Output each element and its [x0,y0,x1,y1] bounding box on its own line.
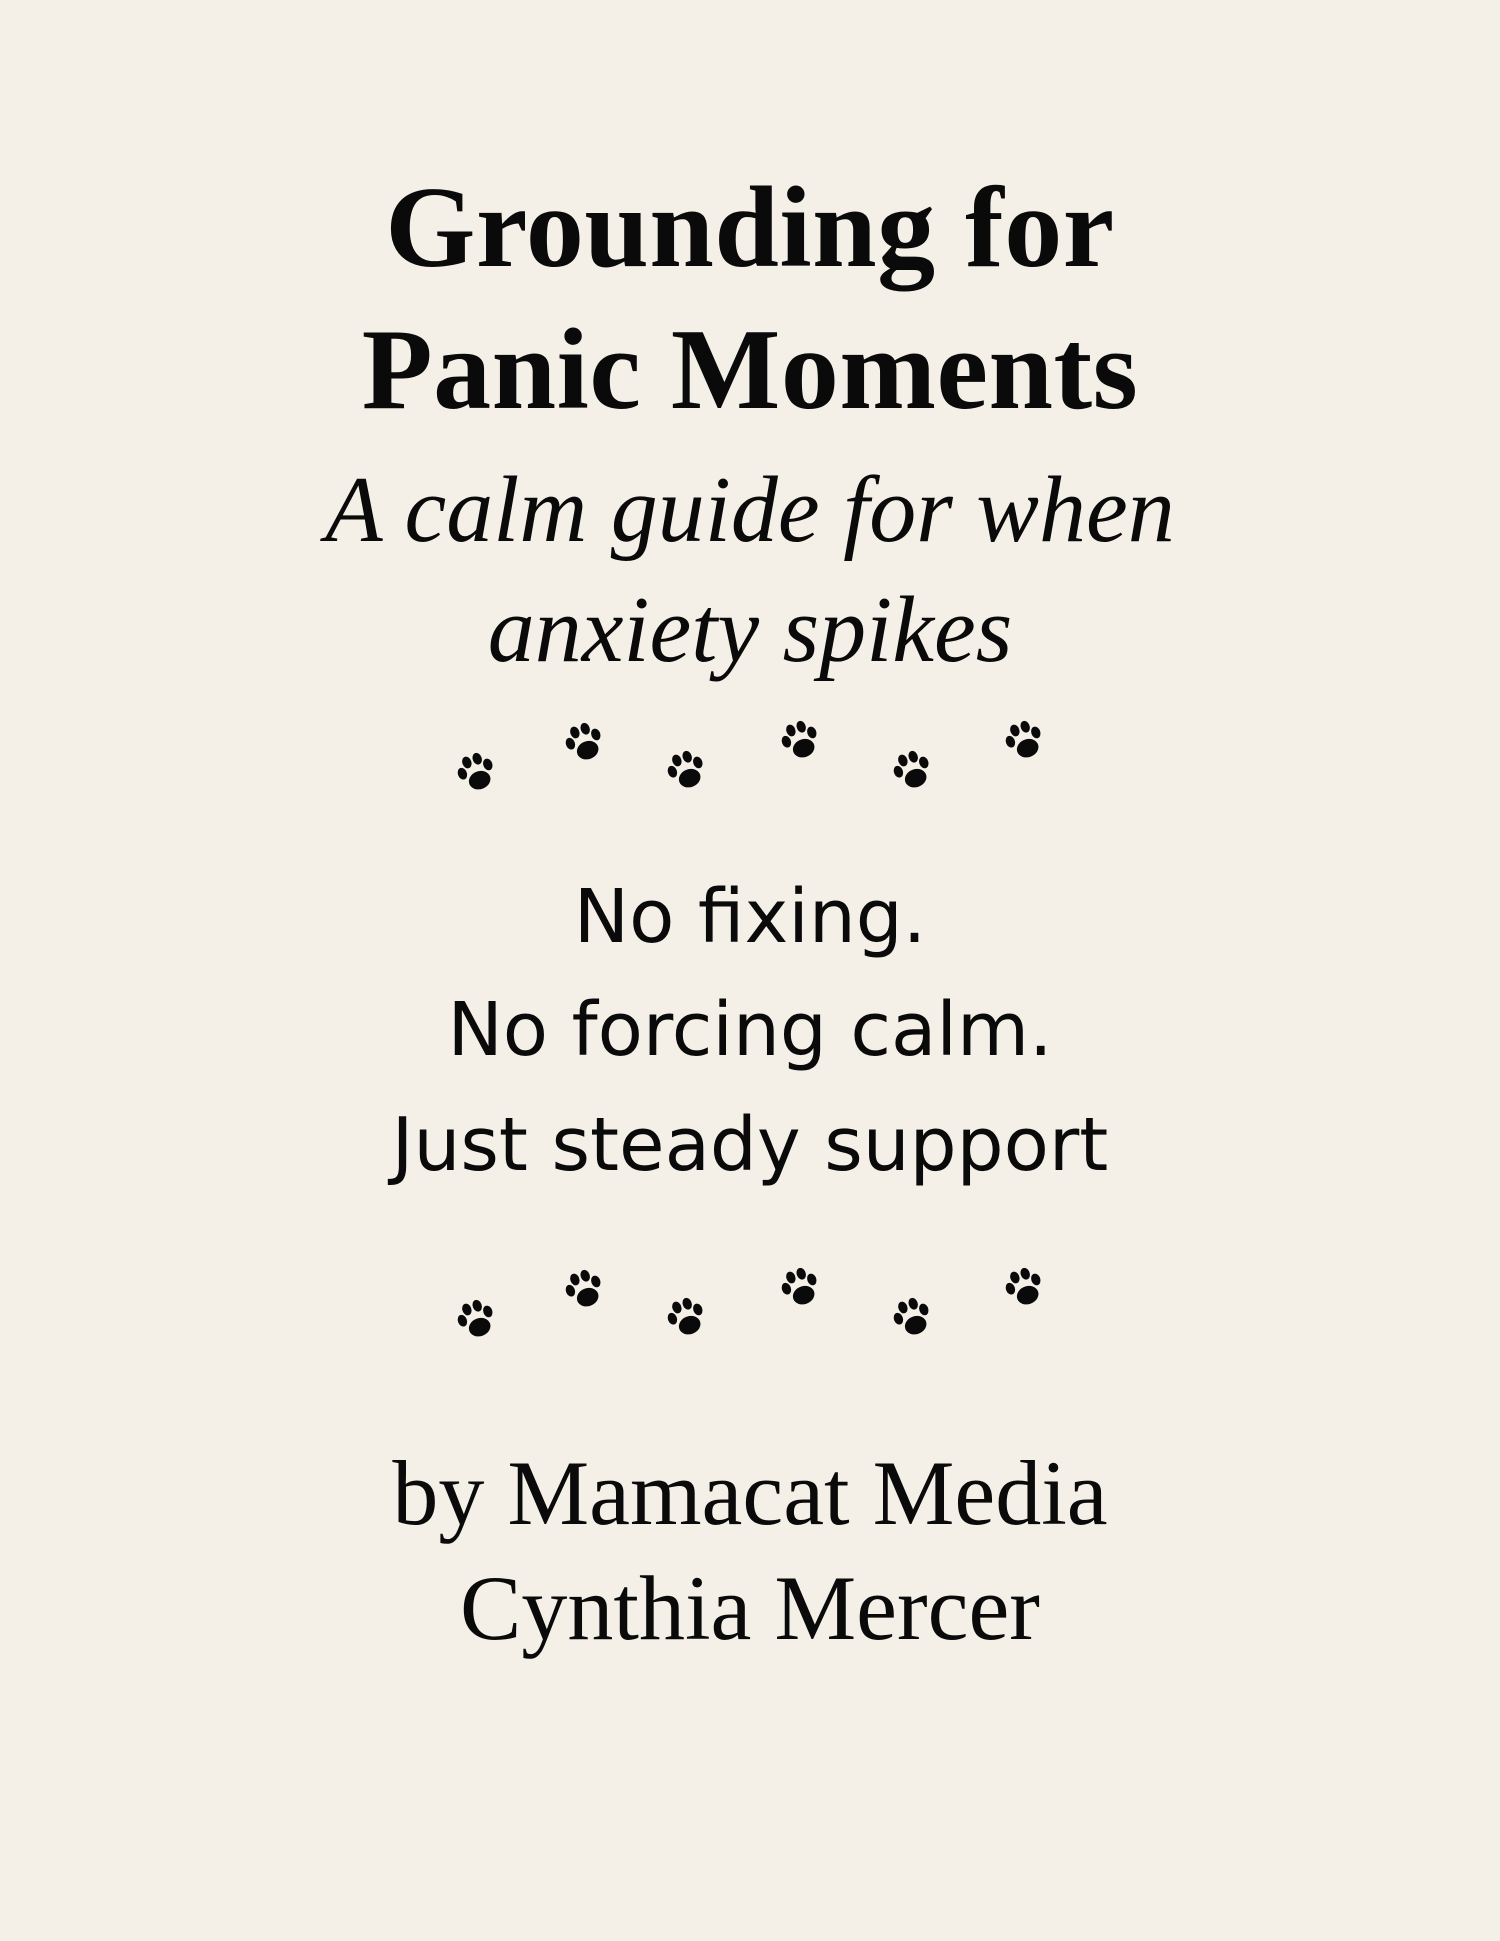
paw-print-icon [774,1262,826,1314]
paw-print-icon [558,717,610,769]
paw-print-icon [660,1292,712,1344]
subtitle-line-2: anxiety spikes [487,578,1013,682]
paw-print-icon [886,1292,938,1344]
title-line-1: Grounding for [385,164,1115,292]
title-line-2: Panic Moments [361,306,1139,434]
paw-print-icon [886,745,938,797]
paw-prints-divider-top [0,715,1500,825]
subtitle-line-1: A calm guide for when [325,458,1175,562]
paw-print-icon [774,715,826,767]
paw-prints-divider-bottom [0,1262,1500,1372]
paw-print-icon [660,745,712,797]
byline-author: Cynthia Mercer [460,1557,1040,1659]
paw-print-icon [998,715,1050,767]
paw-print-icon [450,1294,502,1346]
paw-print-icon [450,747,502,799]
tagline-line-2: No forcing calm. [447,987,1053,1073]
paw-print-icon [558,1264,610,1316]
paw-print-icon [998,1262,1050,1314]
byline-publisher: by Mamacat Media [392,1442,1108,1544]
tagline-line-3: Just steady support [391,1102,1109,1188]
tagline-line-1: No fixing. [573,874,927,960]
